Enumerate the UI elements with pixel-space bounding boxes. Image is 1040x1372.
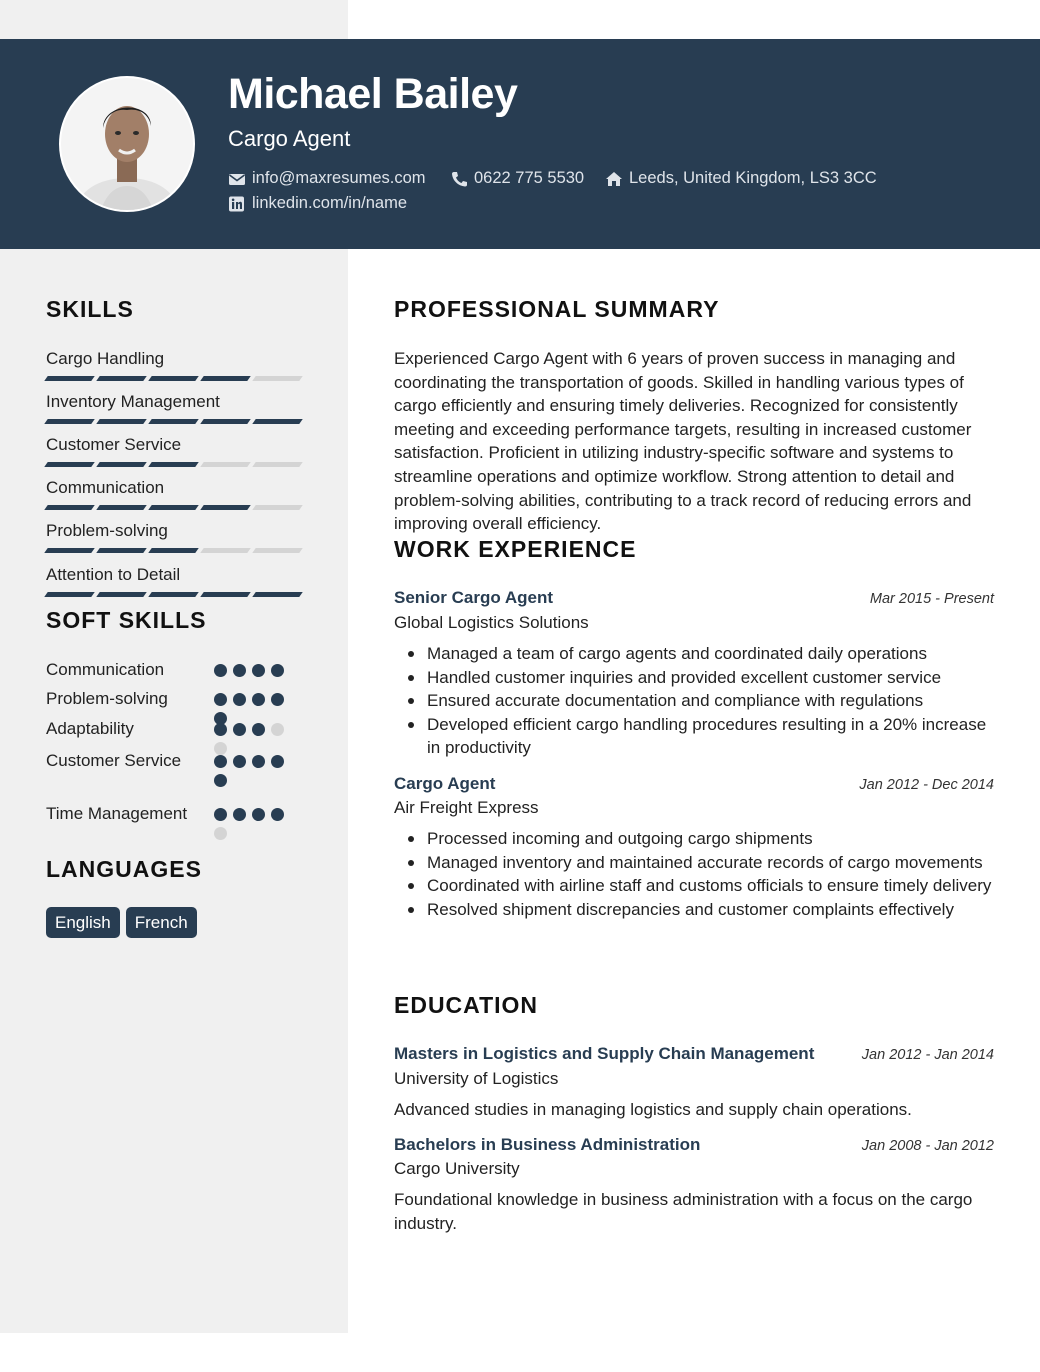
rating-dot: [271, 755, 284, 768]
skill-level-segment: [44, 505, 95, 510]
list-item: Handled customer inquiries and provided excellent customer service: [394, 666, 994, 690]
soft-skill-item: [46, 802, 306, 825]
school-name: Cargo University: [394, 1159, 520, 1178]
job-company: Air Freight Express: [394, 798, 539, 817]
skills-heading: SKILLS: [46, 296, 134, 322]
skill-level-segment: [96, 462, 147, 467]
rating-dot: [214, 808, 227, 821]
skill-level-segment: [44, 548, 95, 553]
skill-item: [46, 348, 302, 381]
rating-dot: [214, 664, 227, 677]
skill-item: [46, 434, 302, 467]
envelope-icon: [228, 171, 246, 187]
list-item: Coordinated with airline staff and customs officials to ensure timely delivery: [394, 874, 994, 898]
soft-skill-item: [46, 717, 306, 740]
skill-level-segment: [96, 505, 147, 510]
skill-level-segment: [44, 376, 95, 381]
experience-heading: WORK EXPERIENCE: [394, 536, 637, 562]
job-header: [394, 588, 994, 608]
skill-level-segment: [252, 419, 303, 424]
skill-level-segment: [44, 419, 95, 424]
skill-item: [46, 564, 302, 597]
skill-level-segment: [96, 548, 147, 553]
candidate-name: Michael Bailey: [228, 70, 518, 118]
soft-skill-item: [46, 687, 306, 710]
rating-dot: [233, 664, 246, 677]
list-item: Processed incoming and outgoing cargo shipments: [394, 827, 994, 851]
skill-level-bar: [46, 419, 302, 424]
rating-dot: [233, 693, 246, 706]
skill-level-segment: [200, 548, 251, 553]
skill-item: [46, 391, 302, 424]
linkedin-icon: [228, 196, 246, 212]
job-bullets: [394, 827, 994, 921]
contact-linkedin[interactable]: [228, 194, 407, 213]
education-header: [394, 1135, 994, 1155]
list-item: Managed a team of cargo agents and coordinated daily operations: [394, 642, 994, 666]
contact-email[interactable]: [228, 169, 426, 188]
rating-dot: [233, 808, 246, 821]
skill-level-segment: [252, 462, 303, 467]
skill-level-segment: [200, 419, 251, 424]
skill-level-segment: [200, 462, 251, 467]
skill-label: Cargo Handling: [46, 349, 165, 368]
skill-level-segment: [96, 376, 147, 381]
job-company: Global Logistics Solutions: [394, 613, 589, 632]
job-role: Senior Cargo Agent: [394, 588, 553, 607]
email-text: info@maxresumes.com: [252, 169, 426, 187]
skill-label: Problem-solving: [46, 521, 168, 540]
list-item: Developed efficient cargo handling procedures resulting in a 20% increase in productivity: [394, 713, 994, 760]
rating-dot: [214, 827, 227, 840]
list-item: Managed inventory and maintained accurate records of cargo movements: [394, 851, 994, 875]
list-item: Resolved shipment discrepancies and customer complaints effectively: [394, 898, 994, 922]
language-tags: [46, 907, 197, 938]
summary-heading: PROFESSIONAL SUMMARY: [394, 296, 720, 322]
skill-label: Customer Service: [46, 435, 182, 454]
skill-label: Communication: [46, 478, 165, 497]
rating-dot: [271, 664, 284, 677]
skill-level-segment: [252, 376, 303, 381]
rating-dot: [271, 693, 284, 706]
skill-level-segment: [148, 505, 199, 510]
skill-item: [46, 477, 302, 510]
skill-level-segment: [96, 592, 147, 597]
soft-skills-heading: SOFT SKILLS: [46, 607, 207, 633]
degree-title: Masters in Logistics and Supply Chain Management: [394, 1044, 815, 1063]
skill-level-bar: [46, 592, 302, 597]
skill-level-segment: [148, 462, 199, 467]
skill-level-segment: [148, 548, 199, 553]
rating-dot: [214, 755, 227, 768]
location-text: Leeds, United Kingdom, LS3 3CC: [629, 169, 877, 187]
soft-skill-rating: [214, 755, 289, 787]
skill-level-segment: [44, 592, 95, 597]
rating-dot: [252, 693, 265, 706]
rating-dot: [252, 723, 265, 736]
rating-dot: [271, 808, 284, 821]
rating-dot: [252, 664, 265, 677]
skill-level-segment: [96, 419, 147, 424]
candidate-title: Cargo Agent: [228, 126, 351, 151]
rating-dot: [271, 723, 284, 736]
rating-dot: [214, 723, 227, 736]
skill-level-segment: [148, 376, 199, 381]
job-dates: Mar 2015 - Present: [869, 591, 994, 607]
soft-skill-rating: [214, 808, 289, 840]
rating-dot: [233, 723, 246, 736]
rating-dot: [214, 693, 227, 706]
skill-level-segment: [200, 592, 251, 597]
soft-skill-item: [46, 658, 306, 681]
job-dates: Jan 2012 - Dec 2014: [859, 777, 994, 793]
rating-dot: [214, 774, 227, 787]
skill-level-bar: [46, 548, 302, 553]
skill-level-segment: [252, 592, 303, 597]
soft-skill-rating: [214, 664, 289, 677]
resume-header: [0, 39, 1040, 249]
skill-level-bar: [46, 462, 302, 467]
skill-level-bar: [46, 376, 302, 381]
soft-skill-item: [46, 749, 306, 772]
education-heading: EDUCATION: [394, 992, 539, 1018]
summary-text: Experienced Cargo Agent with 6 years of proven success in managing and coordinating the transportation of goods. Skilled in handling various types of cargo efficiently and ensuring timely deliveries. Recognized for consistently meeting and exceeding performance targets, resulting in increased customer satisfaction. Proficient in utilizing industry-specific software and systems to streamline operations and optimize workflow. Strong attention to detail and problem-solving abilities, contributing to a track record of reducing errors and improving overall efficiency.: [394, 349, 972, 534]
skill-level-bar: [46, 505, 302, 510]
phone-text: 0622 775 5530: [474, 169, 585, 187]
language-tag: French: [126, 907, 197, 938]
soft-skill-label: Customer Service: [46, 751, 182, 770]
soft-skill-label: Problem-solving: [46, 689, 168, 708]
skill-level-segment: [44, 462, 95, 467]
rating-dot: [252, 808, 265, 821]
contact-location: [605, 169, 877, 188]
home-icon: [605, 171, 623, 187]
phone-icon: [450, 171, 468, 187]
soft-skill-label: Time Management: [46, 804, 188, 823]
education-description: Foundational knowledge in business administration with a focus on the cargo industry.: [394, 1190, 973, 1233]
rating-dot: [252, 755, 265, 768]
skill-level-segment: [200, 505, 251, 510]
skill-level-segment: [148, 419, 199, 424]
job-role: Cargo Agent: [394, 774, 496, 793]
linkedin-text: linkedin.com/in/name: [252, 194, 407, 212]
avatar: [59, 76, 195, 212]
rating-dot: [233, 755, 246, 768]
languages-heading: LANGUAGES: [46, 856, 202, 882]
skill-level-segment: [200, 376, 251, 381]
degree-title: Bachelors in Business Administration: [394, 1135, 701, 1154]
skill-level-segment: [252, 548, 303, 553]
contact-phone[interactable]: [450, 169, 584, 188]
skill-label: Attention to Detail: [46, 565, 181, 584]
list-item: Ensured accurate documentation and compliance with regulations: [394, 689, 994, 713]
job-header: [394, 774, 994, 794]
skill-item: [46, 520, 302, 553]
job-bullets: [394, 642, 994, 760]
education-header: [394, 1044, 994, 1064]
school-name: University of Logistics: [394, 1069, 559, 1088]
education-dates: Jan 2008 - Jan 2012: [861, 1138, 994, 1154]
soft-skill-label: Communication: [46, 660, 165, 679]
education-dates: Jan 2012 - Jan 2014: [861, 1047, 994, 1063]
education-description: Advanced studies in managing logistics and supply chain operations.: [394, 1100, 912, 1119]
language-tag: English: [46, 907, 120, 938]
skill-level-segment: [252, 505, 303, 510]
skill-level-segment: [148, 592, 199, 597]
soft-skill-label: Adaptability: [46, 719, 134, 738]
skill-label: Inventory Management: [46, 392, 220, 411]
